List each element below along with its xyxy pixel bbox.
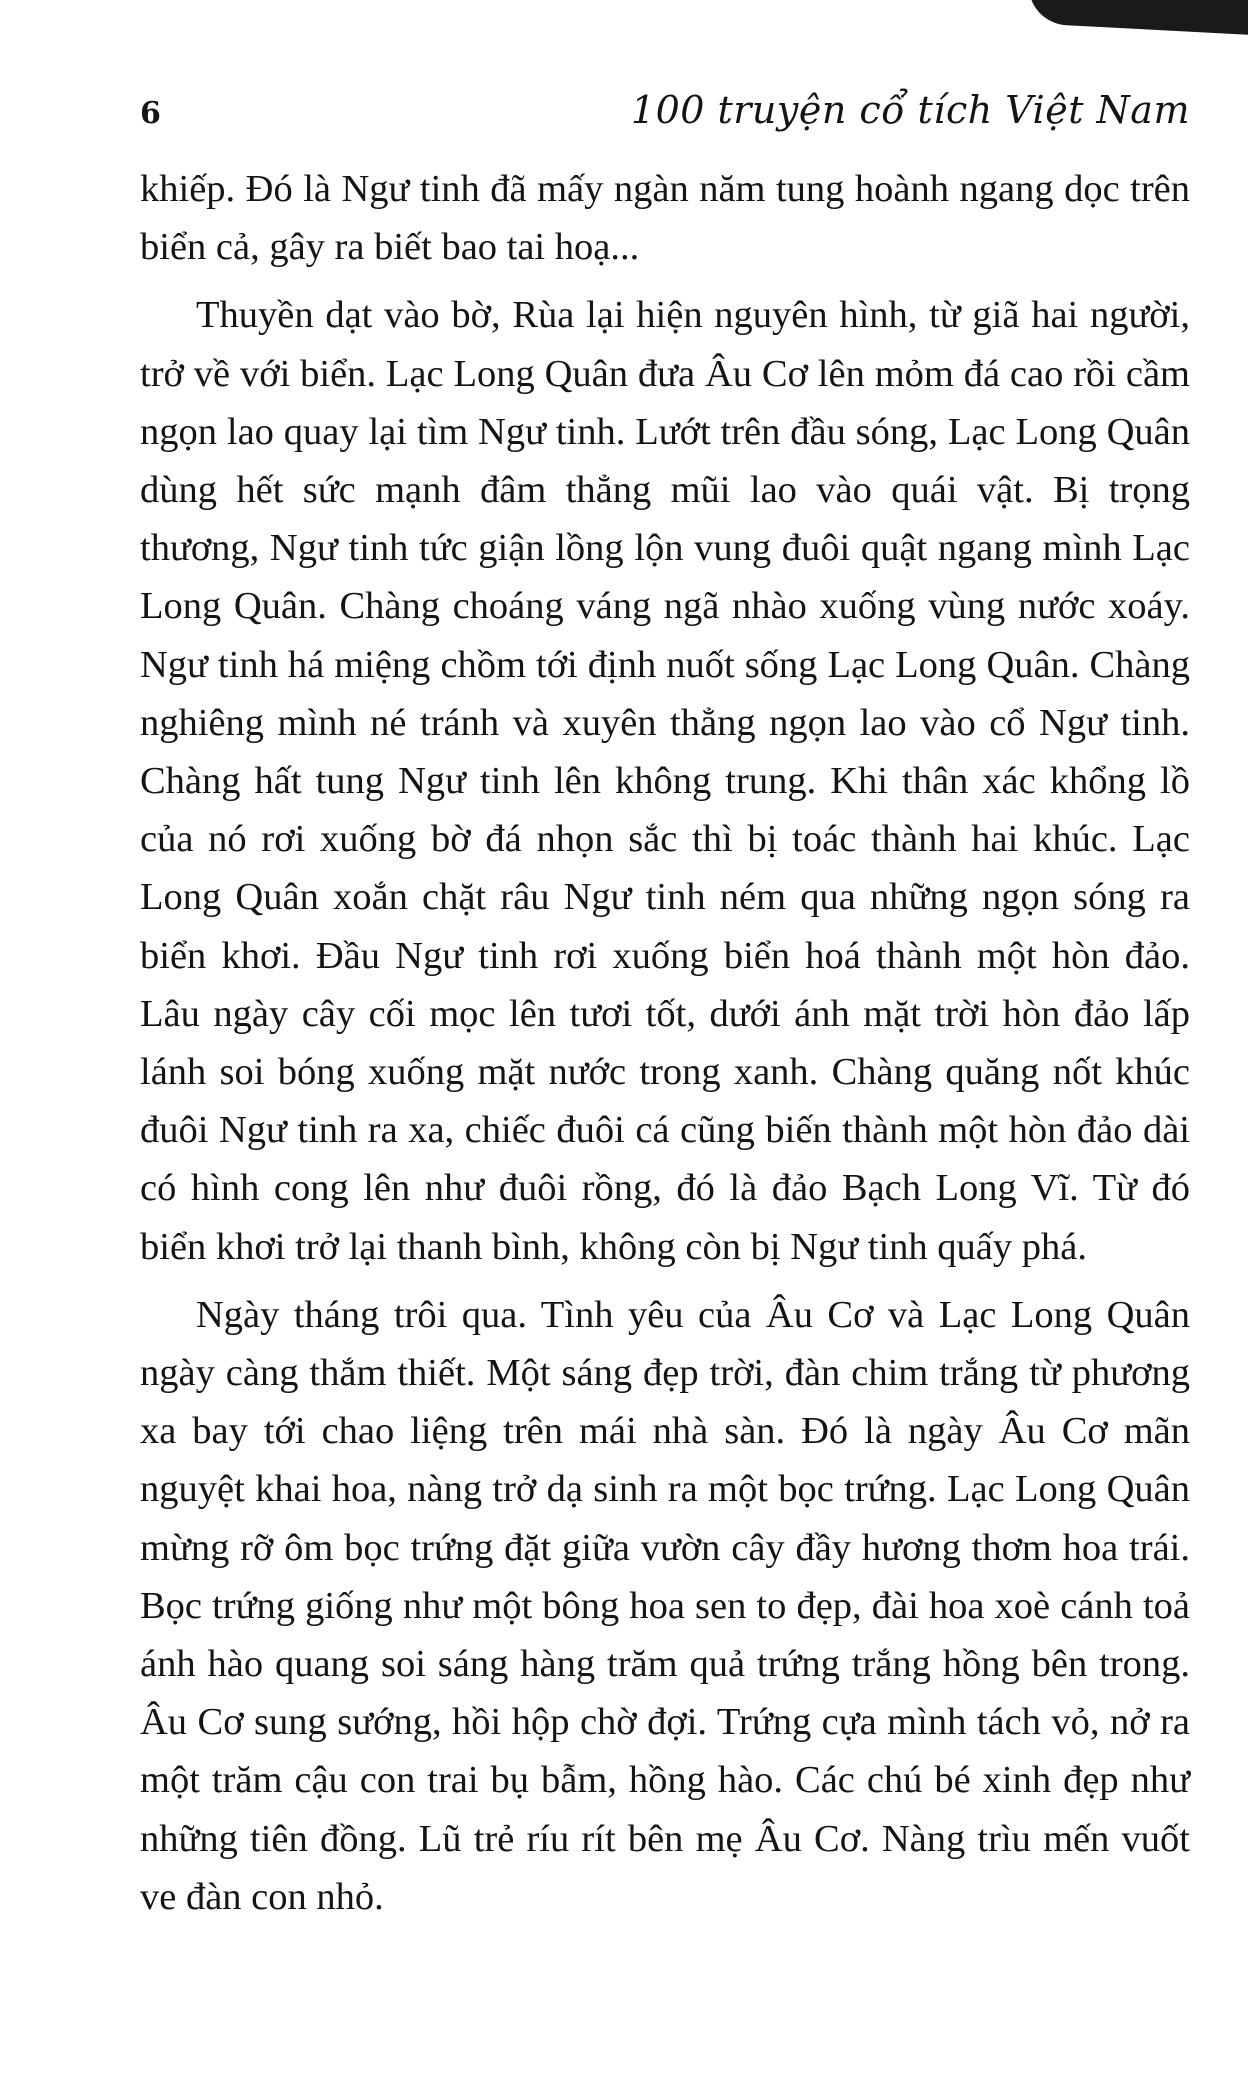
paragraph-1: khiếp. Đó là Ngư tinh đã mấy ngàn năm tung hoành ngang dọc trên biển cả, gây ra biết bao tai hoạ...	[140, 168, 1190, 269]
body-text	[140, 160, 1190, 1926]
paragraph-3: Ngày tháng trôi qua. Tình yêu của Âu Cơ và Lạc Long Quân ngày càng thắm thiết. Một sáng đẹp trời, đàn chim trắng từ phương xa bay tới chao liệng trên mái nhà sàn. Đó là ngày Âu Cơ mãn nguyệt khai hoa, nàng trở dạ sinh ra một bọc trứng. Lạc Long Quân mừng rỡ ôm bọc trứng đặt giữa vườn cây đầy hương thơm hoa trái. Bọc trứng giống như một bông hoa sen to đẹp, đài hoa xoè cánh toả ánh hào quang soi sáng hàng trăm quả trứng trắng hồng bên trong. Âu Cơ sung sướng, hồi hộp chờ đợi. Trứng cựa mình tách vỏ, nở ra một trăm cậu con trai bụ bẫm, hồng hào. Các chú bé xinh đẹp như những tiên đồng. Lũ trẻ ríu rít bên mẹ Âu Cơ. Nàng trìu mến vuốt ve đàn con nhỏ.	[140, 1293, 1190, 1918]
page-number: 6	[140, 96, 161, 131]
page-header	[140, 88, 1190, 148]
paragraph-2: Thuyền dạt vào bờ, Rùa lại hiện nguyên hình, từ giã hai người, trở về với biển. Lạc Long Quân đưa Âu Cơ lên mỏm đá cao rồi cầm ngọn lao quay lại tìm Ngư tinh. Lướt trên đầu sóng, Lạc Long Quân dùng hết sức mạnh đâm thẳng mũi lao vào quái vật. Bị trọng thương, Ngư tinh tức giận lồng lộn vung đuôi quật ngang mình Lạc Long Quân. Chàng choáng váng ngã nhào xuống vùng nước xoáy. Ngư tinh há miệng chồm tới định nuốt sống Lạc Long Quân. Chàng nghiêng mình né tránh và xuyên thẳng ngọn lao vào cổ Ngư tinh. Chàng hất tung Ngư tinh lên không trung. Khi thân xác khổng lồ của nó rơi xuống bờ đá nhọn sắc thì bị toác thành hai khúc. Lạc Long Quân xoắn chặt râu Ngư tinh ném qua những ngọn sóng ra biển khơi. Đầu Ngư tinh rơi xuống biển hoá thành một hòn đảo. Lâu ngày cây cối mọc lên tươi tốt, dưới ánh mặt trời hòn đảo lấp lánh soi bóng xuống mặt nước trong xanh. Chàng quăng nốt khúc đuôi Ngư tinh ra xa, chiếc đuôi cá cũng biến thành một hòn đảo dài có hình cong lên như đuôi rồng, đó là đảo Bạch Long Vĩ. Từ đó biển khơi trở lại thanh bình, không còn bị Ngư tinh quấy phá.	[140, 294, 1190, 1268]
running-title: 100 truyện cổ tích Việt Nam	[630, 88, 1190, 132]
scan-corner-shadow	[1027, 0, 1248, 37]
